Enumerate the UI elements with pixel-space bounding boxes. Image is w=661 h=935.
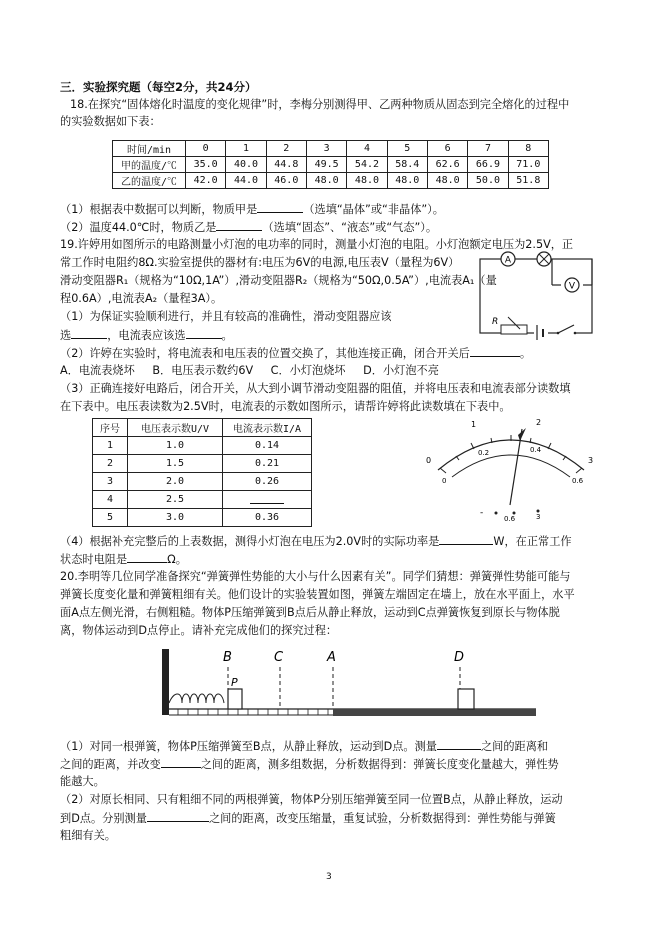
ruler-ticks: [178, 709, 328, 715]
q19-table: [92, 418, 312, 527]
block-p-label: P: [231, 676, 238, 689]
table-row: [113, 173, 549, 189]
table-cell: 0.21: [223, 455, 312, 473]
q20-sub2-text-end: 之间的距离，改变压缩量，重复试验，分析数据得到：弹性势能与弹簧: [208, 812, 556, 825]
table-cell: 1.0: [128, 437, 223, 455]
answer-blank: [250, 492, 284, 504]
rough-surface: [333, 709, 536, 716]
table-cell: 71.0: [508, 157, 548, 173]
table-cell: 2: [93, 455, 128, 473]
table-cell: 0.26: [223, 473, 312, 491]
answer-blank: [216, 219, 262, 231]
q19-sub1-text-end: 。: [221, 329, 233, 342]
ammeter-symbol: [501, 252, 515, 266]
table-row: [93, 455, 312, 473]
table-cell: 35.0: [186, 157, 226, 173]
q19-sub2-text: （2）许婷在实验时，将电流表和电压表的位置交换了，其他连接正确，闭合开关后: [60, 347, 470, 360]
table-cell: 62.6: [427, 157, 467, 173]
q20-sub1-line1: [60, 738, 548, 755]
answer-blank: [439, 533, 493, 545]
terminal-label: 3: [536, 513, 541, 521]
q19-sub1-line2: [60, 327, 233, 344]
spring: [169, 694, 224, 703]
block-p: [228, 689, 242, 709]
table-cell: 3.0: [128, 509, 223, 527]
q19-sub4-text: （4）根据补充完整后的上表数据，测得小灯泡在电压为2.0V时的实际功率是: [60, 535, 440, 548]
table-cell: 1: [226, 141, 266, 157]
voltmeter-label: V: [568, 281, 576, 292]
table-cell: 5: [93, 509, 128, 527]
table-cell: 51.8: [508, 173, 548, 189]
table-cell: 49.5: [306, 157, 346, 173]
table-cell: 1: [93, 437, 128, 455]
q19-line2: 常工作时电阻约8Ω.实验室提供的器材有:电压为6V的电源,电压表V（量程为6V）: [60, 256, 460, 269]
table-cell: 时间/min: [113, 141, 186, 157]
page-number: 3: [326, 872, 332, 882]
table-row: [93, 473, 312, 491]
point-a-label: A: [327, 650, 336, 665]
q19-sub1-text: 选: [60, 329, 72, 342]
ammeter-label: A: [504, 255, 512, 266]
terminal-label: 0.6: [504, 515, 516, 523]
q19-sub4-line2: [60, 551, 187, 568]
table-cell: 电流表示数I/A: [223, 419, 312, 437]
table-cell: 序号: [93, 419, 128, 437]
dial-label: 0.6: [572, 477, 584, 485]
q18-sub2-text: （2）温度44.0℃时，物质乙是: [60, 221, 217, 234]
table-cell: 48.0: [427, 173, 467, 189]
q19-sub2: [60, 345, 531, 362]
q19-sub3-line2: 在下表中。电压表读数为2.5V时，电流表的示数如图所示，请帮许婷将此读数填在下表中。: [60, 400, 511, 413]
q19-sub4-line1: [60, 533, 572, 550]
table-cell: 3: [93, 473, 128, 491]
wall: [162, 649, 169, 715]
table-cell: 5: [387, 141, 427, 157]
table-cell: 48.0: [306, 173, 346, 189]
answer-blank: [437, 738, 481, 750]
table-cell: 4: [93, 491, 128, 509]
dial-label: 0.2: [478, 449, 490, 457]
q20-sub1-text-2-end: 之间的距离，测多组数据，分析数据得到：弹簧长度变化量越大，弹性势: [200, 758, 559, 771]
table-row: [113, 157, 549, 173]
table-cell: 乙的温度/℃: [113, 173, 186, 189]
q20-line4: 离，物体运动到D点停止。请补充完成他们的探究过程：: [60, 624, 338, 637]
q20-sub1-line2: [60, 756, 559, 773]
dial-label: 2: [536, 418, 542, 427]
switch-symbol: [557, 325, 577, 337]
table-cell: 4: [347, 141, 387, 157]
ammeter-dial: [416, 415, 606, 527]
table-cell: 1.5: [128, 455, 223, 473]
battery-symbol: [534, 325, 548, 340]
option-d: D．小灯泡不亮: [363, 364, 439, 377]
point-b-label: B: [223, 650, 232, 665]
point-d-label: D: [454, 650, 465, 665]
q20-sub2-line2: [60, 810, 556, 827]
table-cell: 2.5: [128, 491, 223, 509]
table-cell: 7: [468, 141, 508, 157]
voltmeter-symbol: [565, 278, 579, 292]
answer-blank: [257, 201, 303, 213]
section-title: 三．实验探究题（每空2分，共24分）: [60, 80, 257, 94]
q19-line3: 滑动变阻器R₁（规格为“10Ω,1A”）,滑动变阻器R₂（规格为“50Ω,0.5A”）,电流表A₁（量: [60, 274, 497, 287]
table-cell: 40.0: [226, 157, 266, 173]
table-cell: 电压表示数U/V: [128, 419, 223, 437]
q19-sub1-line1: （1）为保证实验顺利进行，并且有较高的准确性，滑动变阻器应该: [60, 310, 392, 323]
table-cell-answer: [223, 491, 312, 509]
q20-sub2-line1: （2）对原长相同、只有粗细不同的两根弹簧，物体P分别压缩弹簧至同一位置B点，从静止释放，运动: [60, 793, 563, 806]
table-cell: 44.0: [226, 173, 266, 189]
q18-table: [112, 140, 549, 189]
q18-sub1: [60, 201, 444, 218]
q19-options: [60, 363, 439, 379]
q20-sub2-line3: 粗细有关。: [60, 829, 116, 842]
table-cell: 0: [186, 141, 226, 157]
point-c-label: C: [274, 650, 284, 665]
q19-sub4-text-end: Ω。: [167, 553, 187, 566]
table-cell: 8: [508, 141, 548, 157]
q19-line4: 程0.6A）,电流表A₂（量程3A）。: [60, 292, 223, 305]
q18-line1: 18.在探究“固体熔化时温度的变化规律”时，李梅分别测得甲、乙两种物质从固态到完全熔化的过程中: [70, 98, 570, 111]
table-cell: 48.0: [347, 173, 387, 189]
terminal-label: -: [480, 508, 484, 518]
table-cell: 2.0: [128, 473, 223, 491]
table-cell: 3: [306, 141, 346, 157]
table-row: [93, 419, 312, 437]
dial-label: 3: [588, 456, 594, 465]
q18-sub2: [60, 219, 437, 236]
dial-label: 0.4: [530, 446, 542, 454]
q18-sub1-text-end: （选填“晶体”或“非晶体”）。: [303, 203, 444, 216]
answer-blank: [71, 327, 107, 339]
answer-blank: [127, 551, 167, 563]
q20-line1: 20.李明等几位同学准备探究“弹簧弹性势能的大小与什么因素有关”。同学们猜想：弹簧弹性势能可能与: [60, 570, 571, 583]
dial-label: 0: [426, 456, 432, 465]
answer-blank: [470, 345, 520, 357]
table-cell: 6: [427, 141, 467, 157]
option-b: B．电压表示数约6V: [152, 364, 254, 377]
table-cell: 2: [266, 141, 306, 157]
table-cell: 44.8: [266, 157, 306, 173]
table-row: [93, 437, 312, 455]
table-cell: 42.0: [186, 173, 226, 189]
q18-line2: 的实验数据如下表：: [60, 115, 161, 128]
answer-blank: [147, 810, 209, 822]
option-c: C．小灯泡烧坏: [270, 364, 346, 377]
table-row: [113, 141, 549, 157]
q20-line3: 面A点左侧光滑，右侧粗糙。物体P压缩弹簧到B点后从静止释放，运动到C点弹簧恢复到原长与物体脱: [60, 606, 560, 619]
table-cell: 0.14: [223, 437, 312, 455]
table-cell: 58.4: [387, 157, 427, 173]
table-cell: 0.36: [223, 509, 312, 527]
table-cell: 54.2: [347, 157, 387, 173]
block-at-d: [458, 689, 474, 709]
table-row: [93, 491, 312, 509]
rheostat-symbol: [501, 325, 527, 334]
q18-sub2-text-end: （选填“固态”、“液态”或“气态”）。: [262, 221, 438, 234]
q19-sub4-text-mid: W，在正常工作: [493, 535, 572, 548]
table-cell: 46.0: [266, 173, 306, 189]
q19-sub2-text-end: 。: [519, 347, 532, 360]
lamp-symbol: [537, 252, 551, 266]
spring-apparatus: [158, 645, 538, 720]
table-cell: 48.0: [387, 173, 427, 189]
table-row: [93, 509, 312, 527]
q19-sub4-text-2: 状态时电阻是: [60, 553, 128, 566]
q19-line1: 19.许婷用如图所示的电路测量小灯泡的电功率的同时，测量小灯泡的电阻。小灯泡额定电压为2.5V，正: [60, 238, 574, 251]
answer-blank: [161, 756, 201, 768]
q18-sub1-text: （1）根据表中数据可以判断，物质甲是: [60, 203, 258, 216]
q20-sub1-text-end: 之间的距离和: [480, 740, 549, 753]
rheostat-label: R: [492, 317, 499, 327]
q20-sub1-text: （1）对同一根弹簧，物体P压缩弹簧至B点，从静止释放，运动到D点。测量: [60, 740, 437, 753]
dial-label: 1: [471, 420, 477, 429]
q20-sub2-text: 到D点。分别测量: [60, 812, 147, 825]
q19-sub1-text-mid: ，电流表应该选: [107, 329, 186, 342]
table-cell: 66.9: [468, 157, 508, 173]
q20-sub1-line3: 能越大。: [60, 775, 105, 788]
q20-sub1-text-2: 之间的距离，并改变: [60, 758, 161, 771]
q20-line2: 弹簧长度变化量和弹簧粗细有关。他们设计的实验装置如图，弹簧左端固定在墙上，放在水平面上，水平: [60, 588, 575, 601]
dial-label: 0: [442, 477, 447, 485]
table-cell: 甲的温度/℃: [113, 157, 186, 173]
option-a: A．电流表烧坏: [60, 364, 135, 377]
circuit-diagram: [468, 245, 608, 340]
q19-sub3-line1: （3）正确连接好电路后，闭合开关，从大到小调节滑动变阻器的阻值，并将电压表和电流表部分读数填: [60, 382, 571, 395]
table-cell: 50.0: [468, 173, 508, 189]
answer-blank: [186, 327, 222, 339]
